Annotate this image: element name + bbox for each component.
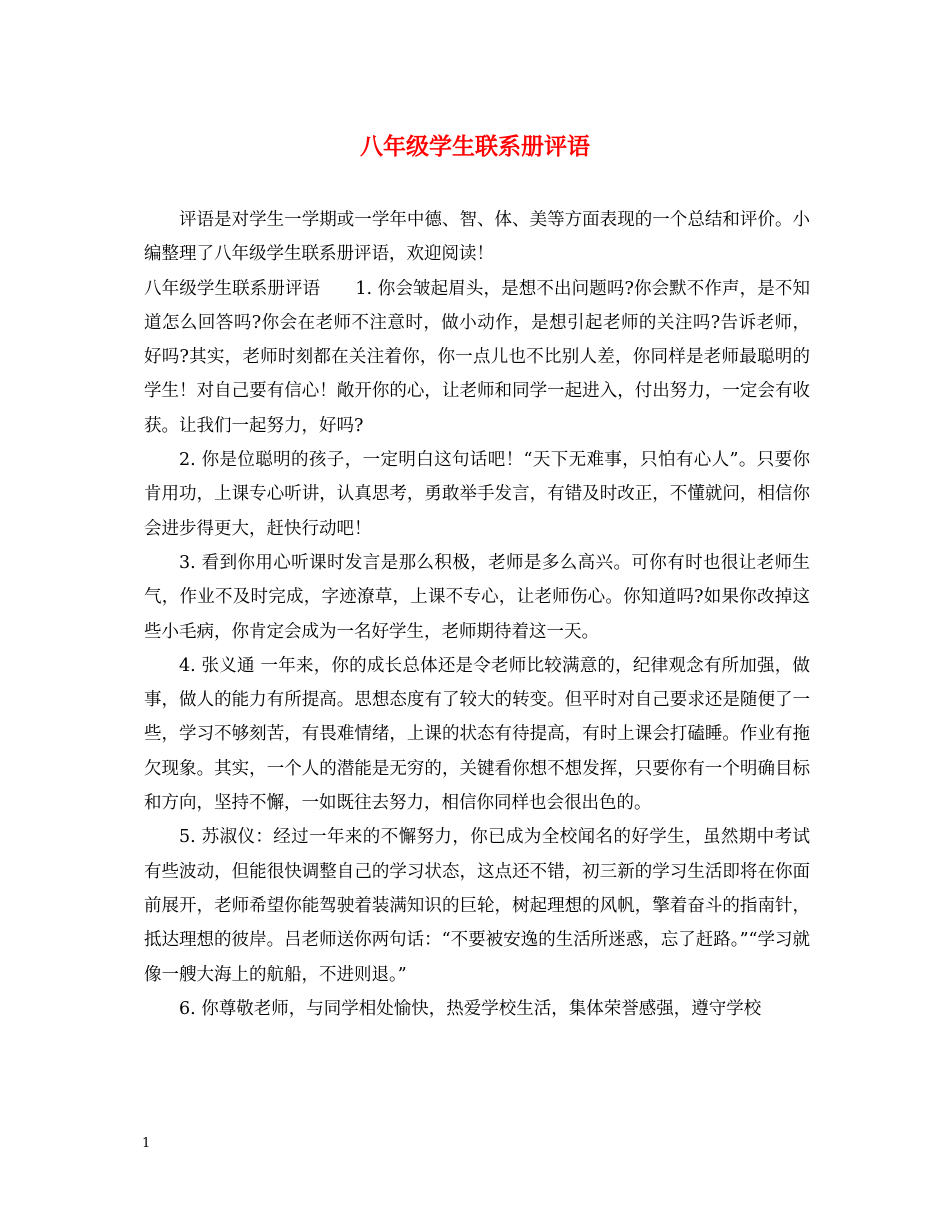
intro-paragraph: 评语是对学生一学期或一学年中德、智、体、美等方面表现的一个总结和评价。小编整理了八年级学生联系册评语，欢迎阅读！ [144,210,810,265]
comment-paragraph-3: 3. 看到你用心听课时发言是那么积极，老师是多么高兴。可你有时也很让老师生气，作业不及时完成，字迹潦草，上课不专心，让老师伤心。你知道吗?如果你改掉这些小毛病，你肯定会成为一名好学生，老师期待着这一天。 [144,552,810,642]
comment-paragraph-2: 2. 你是位聪明的孩子，一定明白这句话吧！“天下无难事，只怕有心人”。只要你肯用功，上课专心听讲，认真思考，勇敢举手发言，有错及时改正，不懂就问，相信你会进步得更大，赶快行动吧！ [144,450,810,539]
page-number: 1 [142,1136,151,1151]
comment-paragraph-6: 6. 你尊敬老师，与同学相处愉快，热爱学校生活，集体荣誉感强，遵守学校 [179,998,762,1019]
comment-paragraph-1: 八年级学生联系册评语 1. 你会皱起眉头，是想不出问题吗?你会默不作声，是不知道怎么回答吗?你会在老师不注意时，做小动作，是想引起老师的关注吗?告诉老师，好吗?其实，老师时刻都在关注着你，你一点儿也不比别人差，你同样是老师最聪明的学生！对自己要有信心！敞开你的心，让老师和同学一起进入，付出努力，一定会有收获。让我们一起努力，好吗? [144,278,810,436]
comment-paragraph-4: 4. 张义通 一年来，你的成长总体还是令老师比较满意的，纪律观念有所加强，做事，做人的能力有所提高。思想态度有了较大的转变。但平时对自己要求还是随便了一些，学习不够刻苦，有畏难情绪，上课的状态有待提高，有时上课会打磕睡。作业有拖欠现象。其实，一个人的潜能是无穷的，关键看你想不想发挥，只要你有一个明确目标和方向，坚持不懈，一如既往去努力，相信你同样也会很出色的。 [144,655,810,814]
document-title: 八年级学生联系册评语 [360,134,590,160]
comment-paragraph-5: 5. 苏淑仪：经过一年来的不懈努力，你已成为全校闻名的好学生，虽然期中考试有些波动，但能很快调整自己的学习状态，这点还不错，初三新的学习生活即将在你面前展开，老师希望你能驾驶着装满知识的巨轮，树起理想的风帆，擎着奋斗的指南针，抵达理想的彼岸。吕老师送你两句话：“不要被安逸的生活所迷惑，忘了赶路。”“学习就像一艘大海上的航船，不进则退。” [144,827,810,985]
document-body [144,203,810,1026]
